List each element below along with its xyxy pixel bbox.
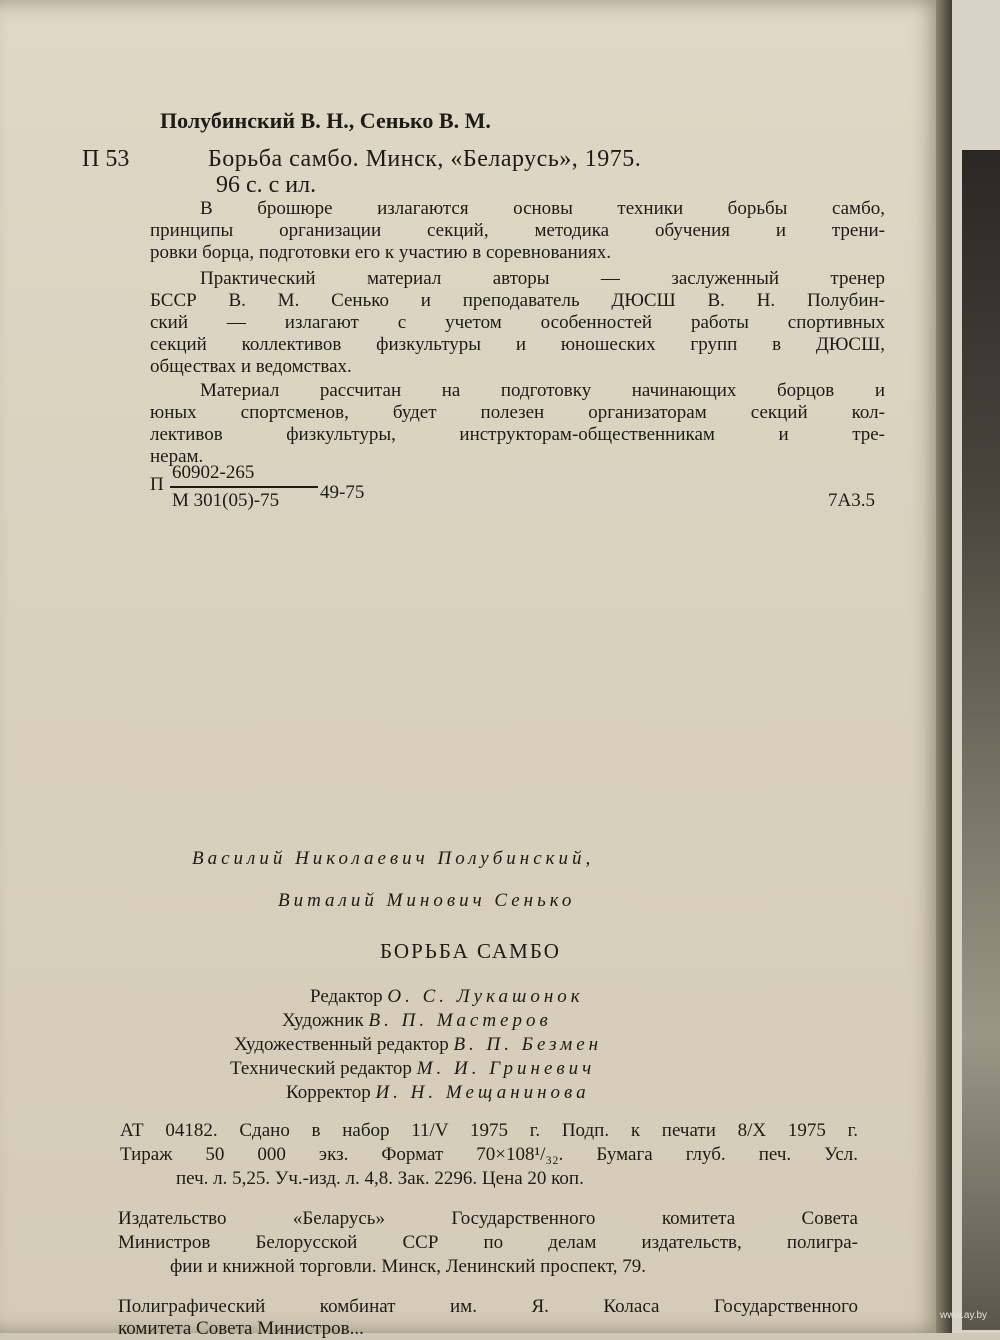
print-data-line: Тираж 50 000 экз. Формат 70×108¹/₃₂. Бумага глуб. печ. Усл.	[120, 1144, 858, 1165]
abstract-line: В брошюре излагаются основы техники борьбы самбо,	[200, 198, 885, 219]
staff-name: В. П. Безмен	[453, 1034, 603, 1055]
staff-line	[310, 986, 584, 1008]
abstract-line: секций коллективов физкультуры и юношеских групп в ДЮСШ,	[150, 334, 885, 355]
abstract-line: лективов физкультуры, инструкторам-общественникам и тре-	[150, 424, 885, 445]
author-full-name-2: Виталий Минович Сенько	[278, 890, 576, 911]
abstract-line: Практический материал авторы — заслуженный тренер	[200, 268, 885, 289]
code-prefix: П	[150, 474, 164, 495]
staff-name: О. С. Лукашонок	[387, 986, 584, 1007]
staff-role: Корректор	[286, 1082, 371, 1103]
staff-line	[230, 1058, 595, 1080]
code-numerator: 60902-265	[172, 462, 255, 483]
publisher-line: Издательство «Беларусь» Государственного комитета Совета	[118, 1208, 858, 1229]
print-data-line: печ. л. 5,25. Уч.-изд. л. 4,8. Зак. 2296. Цена 20 коп.	[176, 1168, 584, 1189]
staff-role: Технический редактор	[230, 1058, 412, 1079]
book-title: БОРЬБА САМБО	[380, 939, 561, 963]
catalog-index: П 53	[82, 146, 130, 172]
facing-page-photo	[962, 150, 1000, 1330]
watermark: www.ay.by	[940, 1310, 988, 1321]
code-suffix: 49-75	[320, 482, 365, 503]
classification-code: 7А3.5	[828, 490, 875, 511]
abstract-line: принципы организации секций, методика обучения и трени-	[150, 220, 885, 241]
abstract-line: юных спортсменов, будет полезен организаторам секций кол-	[150, 402, 885, 423]
fraction-line	[170, 486, 318, 488]
authors-heading: Полубинский В. Н., Сенько В. М.	[160, 108, 491, 133]
printer-line: комитета Совета Министров...	[118, 1318, 364, 1339]
staff-role: Редактор	[310, 986, 383, 1007]
staff-line	[282, 1010, 552, 1032]
abstract-line: обществах и ведомствах.	[150, 356, 352, 377]
print-data-line: АТ 04182. Сдано в набор 11/V 1975 г. Подп. к печати 8/X 1975 г.	[120, 1120, 858, 1141]
abstract-line: нерам.	[150, 446, 204, 467]
staff-name: В. П. Мастеров	[368, 1010, 552, 1031]
code-denominator: М 301(05)-75	[172, 490, 280, 511]
staff-name: М. И. Гриневич	[416, 1058, 596, 1079]
abstract-line: ский — излагают с учетом особенностей работы спортивных	[150, 312, 885, 333]
publisher-line: Министров Белорусской ССР по делам издательств, полигра-	[118, 1232, 858, 1253]
title-line: Борьба самбо. Минск, «Беларусь», 1975.	[208, 146, 642, 172]
staff-role: Художник	[282, 1010, 364, 1031]
publisher-line: фии и книжной торговли. Минск, Ленинский проспект, 79.	[170, 1256, 646, 1277]
staff-name: И. Н. Мещанинова	[375, 1082, 590, 1103]
abstract-line: Материал рассчитан на подготовку начинающих борцов и	[200, 380, 885, 401]
abstract-line: ровки борца, подготовки его к участию в соревнованиях.	[150, 242, 611, 263]
abstract-line: БССР В. М. Сенько и преподаватель ДЮСШ В. Н. Полубин-	[150, 290, 885, 311]
staff-line	[286, 1082, 590, 1104]
printer-line: Полиграфический комбинат им. Я. Коласа Государственного	[118, 1296, 858, 1317]
staff-line	[234, 1034, 602, 1056]
author-full-name-1: Василий Николаевич Полубинский,	[192, 848, 595, 869]
staff-role: Художественный редактор	[234, 1034, 449, 1055]
page-count: 96 с. с ил.	[216, 172, 317, 198]
